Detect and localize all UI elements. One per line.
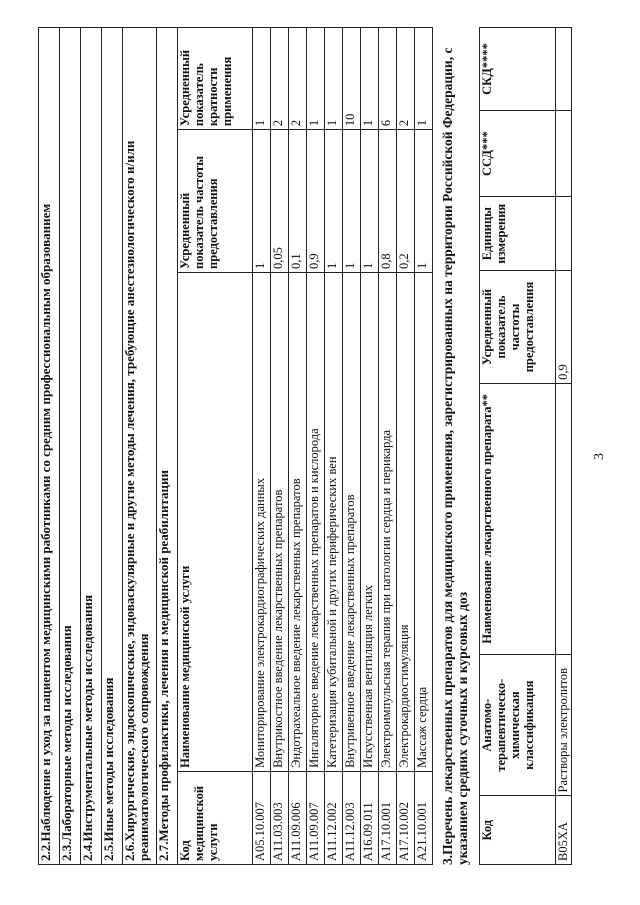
- drug-code: B05XA: [556, 796, 572, 865]
- drugs-section-title: 3.Перечень лекарственных препаратов для медицинского применения, зарегистрированных на территории Российской Федерации, с указанием средних суточных и курсовых доз: [440, 47, 470, 865]
- drug-name: [556, 383, 572, 654]
- drugs-header-code: Код: [480, 796, 556, 865]
- service-name: Внутривенное введение лекарственных препаратов: [343, 272, 361, 771]
- drugs-header-frequency: Усредненный показатель частоты предоставления: [480, 271, 556, 384]
- header-name: Наименование медицинской услуги: [178, 272, 253, 771]
- service-multiplicity: 2: [271, 28, 289, 130]
- drugs-header-skd: СКД****: [480, 28, 556, 111]
- page-number: 3: [592, 453, 607, 460]
- service-frequency: 0,9: [307, 130, 325, 273]
- service-frequency: 1: [415, 130, 433, 273]
- table-row: [343, 28, 361, 865]
- drug-unit: [556, 197, 572, 271]
- table-row: [307, 28, 325, 865]
- drugs-header-atc: Анатомо-терапевтическо-химическая классификация: [480, 654, 556, 796]
- service-multiplicity: 1: [307, 28, 325, 130]
- drugs-header-name: Наименование лекарственного препарата**: [480, 383, 556, 654]
- section-2-3: 2.3.Лабораторные методы исследования: [60, 28, 81, 865]
- service-code: A11.09.006: [289, 771, 307, 864]
- service-name: Эндотрахеальное введение лекарственных препаратов: [289, 272, 307, 771]
- table-row: [556, 28, 572, 865]
- service-code: A05.10.007: [253, 771, 271, 864]
- service-multiplicity: 2: [289, 28, 307, 130]
- service-frequency: 1: [361, 130, 379, 273]
- service-multiplicity: 6: [379, 28, 397, 130]
- section-2-4: 2.4.Инструментальные методы исследования: [81, 28, 102, 865]
- section-2-7: 2.7.Методы профилактики, лечения и медицинской реабилитации: [157, 28, 178, 865]
- section-2-5: 2.5.Иные методы исследования: [102, 28, 123, 865]
- header-code: Код медицинской услуги: [178, 771, 253, 864]
- service-frequency: 0,2: [397, 130, 415, 273]
- service-name: Электрокардиостимуляция: [397, 272, 415, 771]
- service-multiplicity: 1: [361, 28, 379, 130]
- service-frequency: 1: [325, 130, 343, 273]
- service-frequency: 1: [253, 130, 271, 273]
- drugs-header-ssd: ССД***: [480, 110, 556, 196]
- table-row: [361, 28, 379, 865]
- service-name: Массаж сердца: [415, 272, 433, 771]
- drugs-header-unit: Единицы измерения: [480, 197, 556, 271]
- header-multiplicity: Усредненный показатель кратности применения: [178, 28, 253, 130]
- header-frequency: Усредненный показатель частоты предоставления: [178, 130, 253, 273]
- service-name: Ингаляторное введение лекарственных препаратов и кислорода: [307, 272, 325, 771]
- service-frequency: 0,1: [289, 130, 307, 273]
- service-code: A11.03.003: [271, 771, 289, 864]
- service-name: Мониторирование электрокардиографических данных: [253, 272, 271, 771]
- service-code: A21.10.001: [415, 771, 433, 864]
- service-multiplicity: 10: [343, 28, 361, 130]
- drug-ssd: [556, 110, 572, 196]
- service-frequency: 1: [343, 130, 361, 273]
- table-row: [397, 28, 415, 865]
- table-row: [415, 28, 433, 865]
- service-multiplicity: 1: [325, 28, 343, 130]
- table-row: [253, 28, 271, 865]
- section-2-6: 2.6.Хирургические, эндоскопические, эндоваскулярные и другие методы лечения, требующие анестезиологического и/или реаниматологического сопровождения: [123, 28, 157, 865]
- drug-atc: Растворы электролитов: [556, 654, 572, 796]
- table-row: [379, 28, 397, 865]
- service-code: A17.10.001: [379, 771, 397, 864]
- service-frequency: 0,8: [379, 130, 397, 273]
- table-row: [289, 28, 307, 865]
- service-code: A11.09.007: [307, 771, 325, 864]
- services-table: [38, 27, 433, 865]
- service-name: Искусственная вентиляция легких: [361, 272, 379, 771]
- table-row: [325, 28, 343, 865]
- service-multiplicity: 2: [397, 28, 415, 130]
- service-name: Электроимпульсная терапия при патологии сердца и перикарда: [379, 272, 397, 771]
- table-row: [271, 28, 289, 865]
- section-2-2: 2.2.Наблюдение и уход за пациентом медицинскими работниками со средним профессиональным образованием: [39, 28, 60, 865]
- service-multiplicity: 1: [415, 28, 433, 130]
- service-code: A11.12.002: [325, 771, 343, 864]
- service-frequency: 0,05: [271, 130, 289, 273]
- drug-skd: [556, 28, 572, 111]
- service-code: A16.09.011: [361, 771, 379, 864]
- service-code: A11.12.003: [343, 771, 361, 864]
- service-name: Внутрикостное введение лекарственных препаратов: [271, 272, 289, 771]
- service-multiplicity: 1: [253, 28, 271, 130]
- drug-frequency: 0,9: [556, 271, 572, 384]
- service-name: Катетеризация кубитальной и других периферических вен: [325, 272, 343, 771]
- service-code: A17.10.002: [397, 771, 415, 864]
- drugs-table: [479, 27, 572, 865]
